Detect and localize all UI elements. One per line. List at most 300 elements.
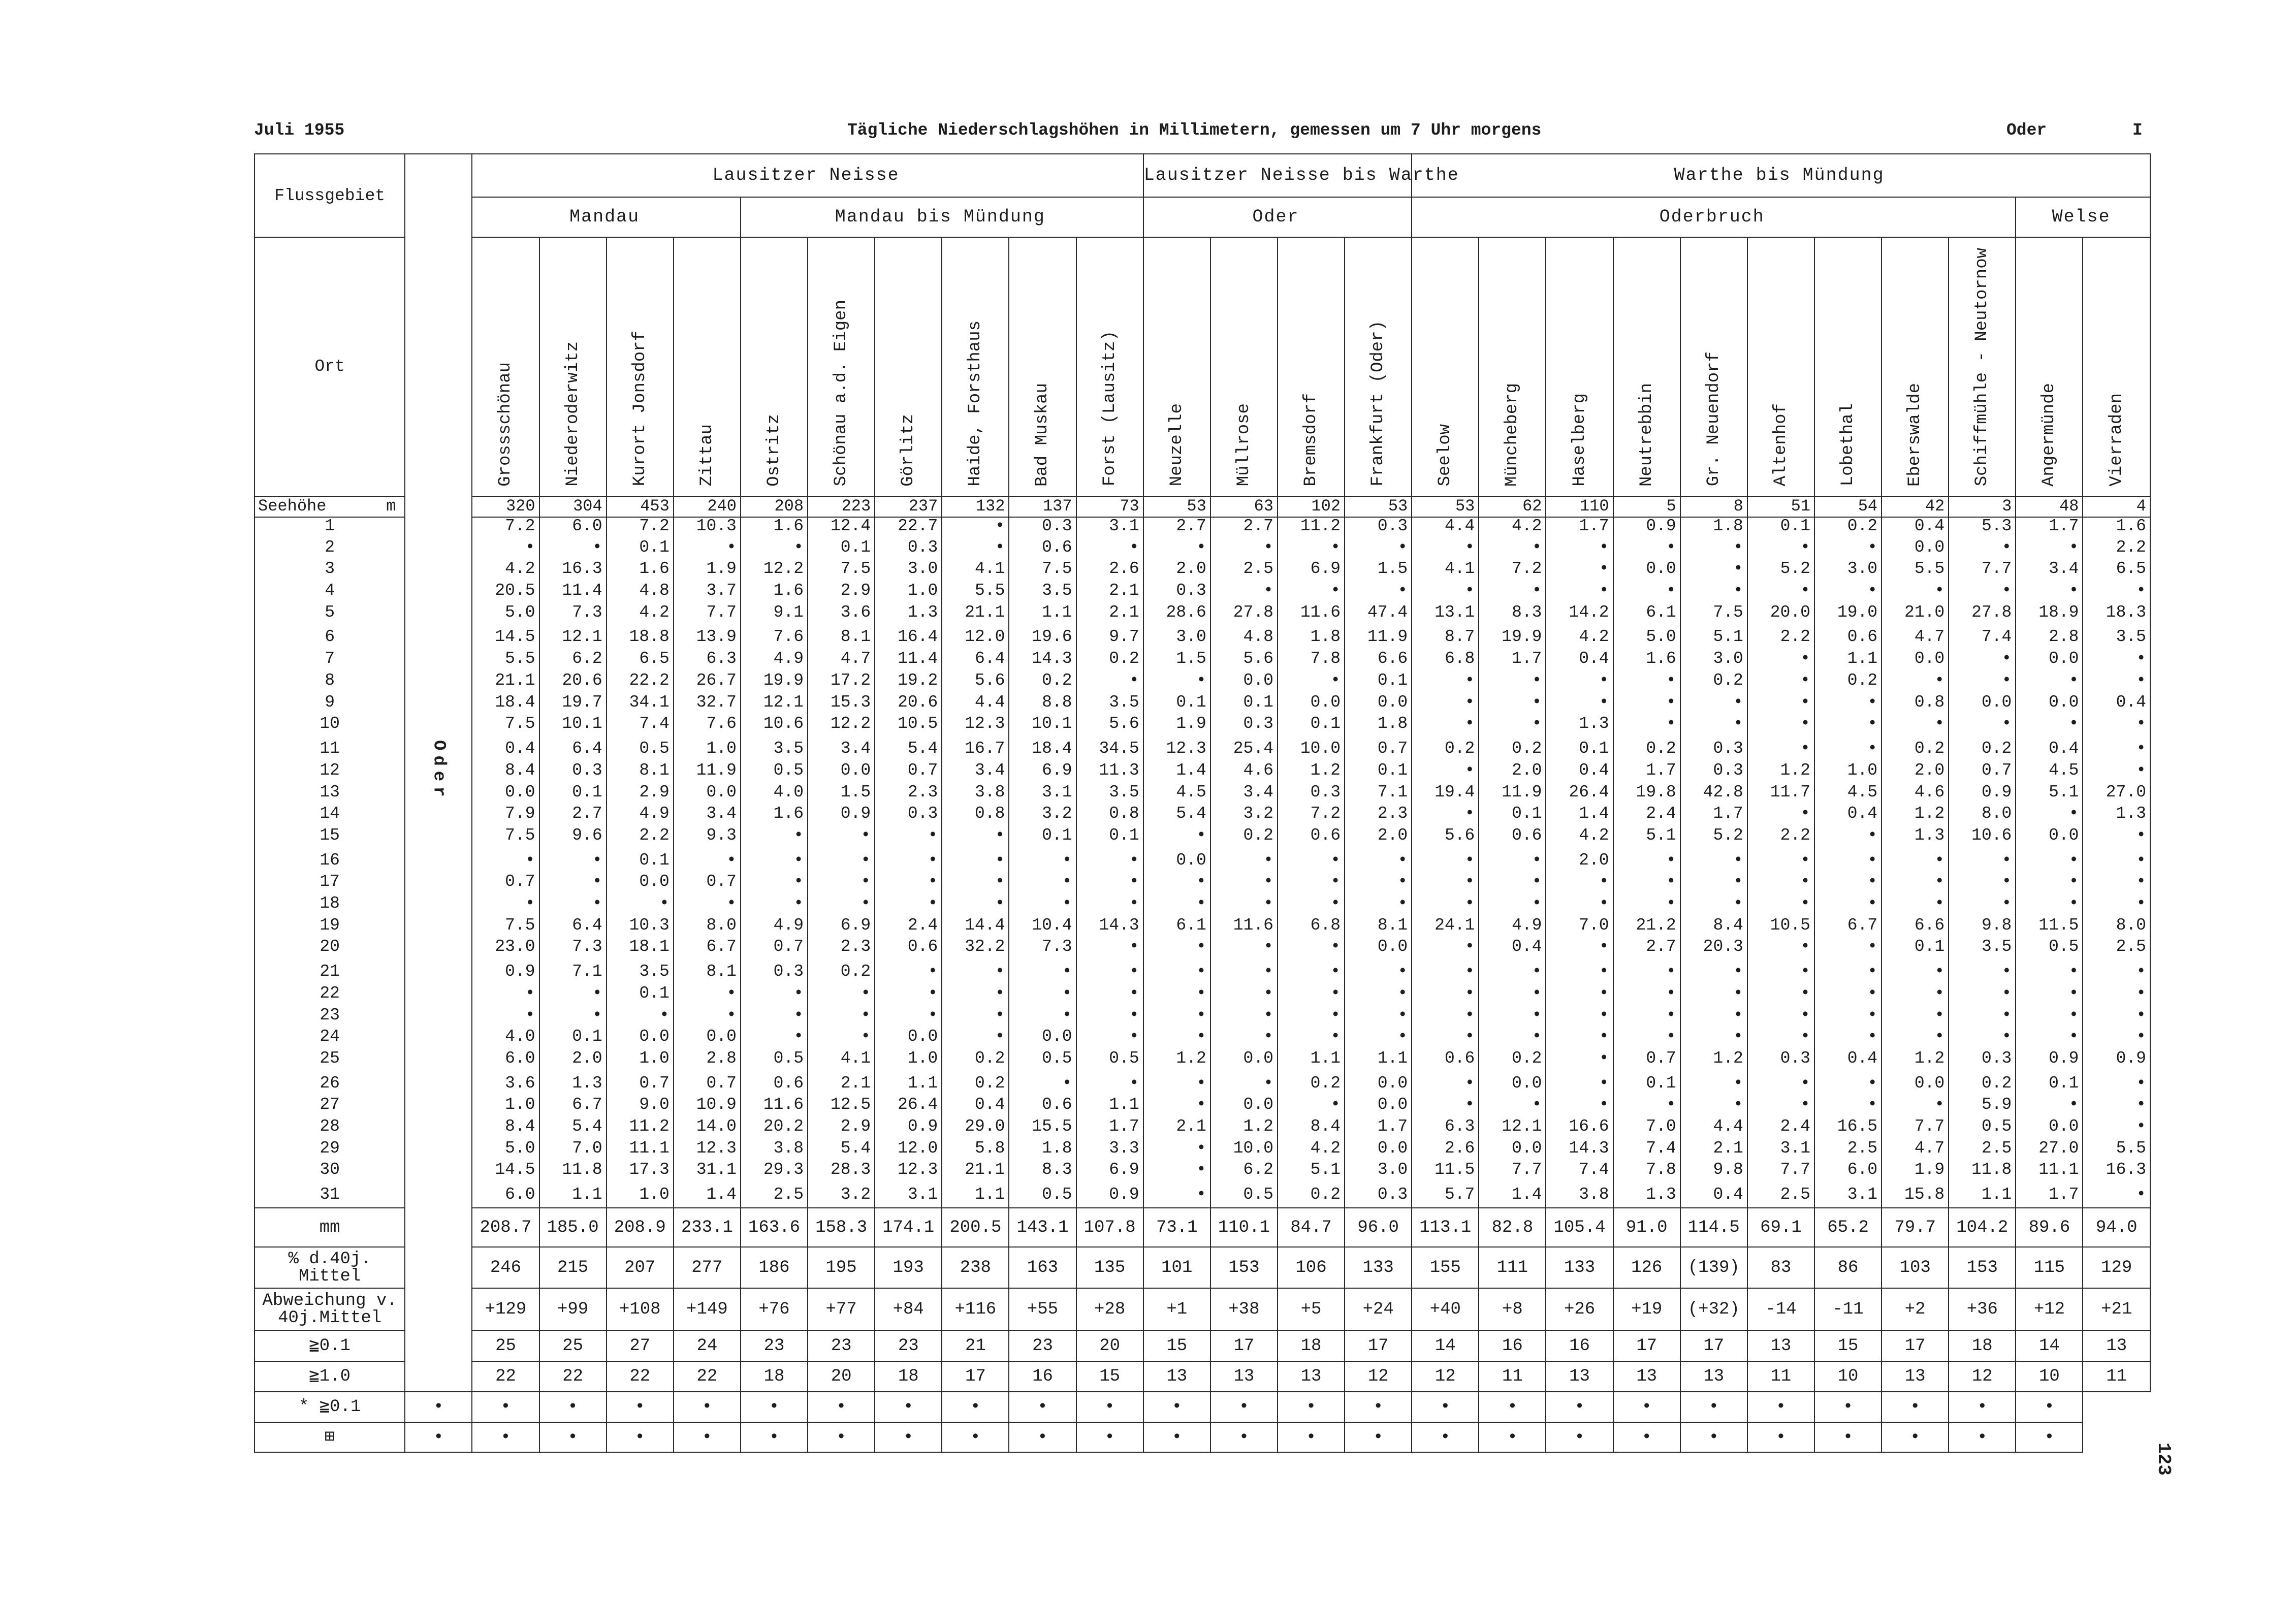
river-label-vertical: Oder xyxy=(429,740,449,802)
summary-value: 195 xyxy=(808,1247,875,1288)
summary-value: • xyxy=(1479,1392,1546,1422)
daily-value: 7.2 xyxy=(1479,560,1546,582)
daily-value: 1.3 xyxy=(875,604,942,626)
daily-value: 3.4 xyxy=(942,762,1009,784)
daily-value: • xyxy=(1882,849,1949,874)
station-name: Bremsdorf xyxy=(1301,393,1321,487)
summary-value: • xyxy=(674,1422,741,1452)
summary-value: 153 xyxy=(1210,1247,1278,1288)
day-row xyxy=(254,560,2150,582)
daily-value: • xyxy=(1882,1096,1949,1118)
daily-value: 0.2 xyxy=(1814,672,1882,694)
day-number: 30 xyxy=(254,1161,405,1183)
station-elevation: 137 xyxy=(1009,496,1076,518)
daily-value: 16.3 xyxy=(539,560,607,582)
daily-value: 1.2 xyxy=(1143,1050,1210,1072)
daily-value: 6.6 xyxy=(1345,650,1412,672)
daily-value: 4.4 xyxy=(1412,517,1479,539)
daily-value: 0.1 xyxy=(2016,1072,2083,1097)
daily-value: • xyxy=(1278,873,1345,895)
daily-value: 5.1 xyxy=(1680,625,1747,650)
daily-value: • xyxy=(1345,582,1412,604)
daily-value: 16.4 xyxy=(875,625,942,650)
summary-value: • xyxy=(1747,1422,1814,1452)
daily-value: • xyxy=(674,1007,741,1029)
daily-value: 13.9 xyxy=(674,625,741,650)
daily-value: 2.5 xyxy=(741,1183,808,1208)
daily-value: • xyxy=(1747,1096,1814,1118)
daily-value: • xyxy=(1143,938,1210,960)
summary-value: -11 xyxy=(1814,1288,1882,1330)
daily-value: 0.4 xyxy=(1814,1050,1882,1072)
daily-value: 1.8 xyxy=(1680,517,1747,539)
summary-value: 101 xyxy=(1143,1247,1210,1288)
daily-value: 1.3 xyxy=(539,1072,607,1097)
summary-value: 22 xyxy=(674,1361,741,1392)
station-name: Müllrose xyxy=(1234,403,1254,487)
summary-value: 10 xyxy=(1814,1361,1882,1392)
day-number: 29 xyxy=(254,1140,405,1162)
daily-value: 0.4 xyxy=(942,1096,1009,1118)
daily-value: 2.9 xyxy=(607,784,674,806)
station-name-cell xyxy=(2016,237,2083,496)
daily-value: 6.5 xyxy=(2083,560,2150,582)
summary-value: • xyxy=(405,1392,472,1422)
daily-value: • xyxy=(1814,715,1882,737)
station-name: Altenhof xyxy=(1771,403,1791,487)
daily-value: • xyxy=(1680,849,1747,874)
station-elevation: 54 xyxy=(1814,496,1882,518)
row-seehoehe xyxy=(254,496,2150,518)
daily-value: • xyxy=(1278,938,1345,960)
daily-value: 3.8 xyxy=(1546,1183,1613,1208)
daily-value: • xyxy=(1680,895,1747,917)
summary-value: 174.1 xyxy=(875,1208,942,1247)
summary-value: • xyxy=(1278,1392,1345,1422)
summary-value: 16 xyxy=(1546,1330,1613,1361)
daily-value: 3.5 xyxy=(741,737,808,762)
daily-value: 0.2 xyxy=(1076,650,1143,672)
daily-value: • xyxy=(741,539,808,561)
daily-value: • xyxy=(741,1007,808,1029)
daily-value: 2.0 xyxy=(1546,849,1613,874)
daily-value: • xyxy=(1680,539,1747,561)
daily-value: 1.8 xyxy=(1009,1140,1076,1162)
daily-value: 6.0 xyxy=(1814,1161,1882,1183)
daily-value: • xyxy=(472,539,539,561)
daily-value: 1.2 xyxy=(1210,1118,1278,1140)
summary-value: 18 xyxy=(875,1361,942,1392)
precipitation-table xyxy=(254,153,2151,1453)
daily-value: • xyxy=(1680,1007,1747,1029)
daily-value: 5.5 xyxy=(472,650,539,672)
summary-value: 96.0 xyxy=(1345,1208,1412,1247)
daily-value: • xyxy=(1345,873,1412,895)
daily-value: 4.2 xyxy=(607,604,674,626)
daily-value: • xyxy=(1814,985,1882,1007)
daily-value: 0.1 xyxy=(1278,715,1345,737)
days-hail-label: ⊞ xyxy=(254,1422,405,1452)
daily-value: 3.8 xyxy=(942,784,1009,806)
daily-value: 6.0 xyxy=(472,1050,539,1072)
daily-value: • xyxy=(1210,849,1278,874)
summary-value: • xyxy=(1143,1422,1210,1452)
daily-value: 0.4 xyxy=(1479,938,1546,960)
daily-value: 0.2 xyxy=(1412,737,1479,762)
daily-value: 10.1 xyxy=(1009,715,1076,737)
subgroup-mandau: Mandau xyxy=(472,197,741,237)
summary-value: 158.3 xyxy=(808,1208,875,1247)
daily-value: • xyxy=(1680,873,1747,895)
daily-value: 0.2 xyxy=(1009,672,1076,694)
daily-value: 0.0 xyxy=(875,1028,942,1050)
daily-value: • xyxy=(1412,805,1479,827)
daily-value: • xyxy=(1613,849,1680,874)
daily-value: 0.0 xyxy=(674,1028,741,1050)
station-elevation: 53 xyxy=(1143,496,1210,518)
summary-value: 82.8 xyxy=(1479,1208,1546,1247)
daily-value: 16.7 xyxy=(942,737,1009,762)
daily-value: 7.9 xyxy=(472,805,539,827)
daily-value: 1.0 xyxy=(607,1050,674,1072)
summary-value: 193 xyxy=(875,1247,942,1288)
daily-value: 3.2 xyxy=(1009,805,1076,827)
summary-value: +19 xyxy=(1613,1288,1680,1330)
daily-value: 0.9 xyxy=(2083,1050,2150,1072)
summary-value: 12 xyxy=(1412,1361,1479,1392)
daily-value: 1.2 xyxy=(1747,762,1814,784)
summary-value: • xyxy=(808,1422,875,1452)
daily-value: • xyxy=(1143,1161,1210,1183)
daily-value: • xyxy=(1345,539,1412,561)
daily-value: 3.5 xyxy=(1949,938,2016,960)
daily-value: • xyxy=(2083,849,2150,874)
daily-value: 4.7 xyxy=(1882,1140,1949,1162)
daily-value: 4.2 xyxy=(1278,1140,1345,1162)
daily-value: 18.4 xyxy=(1009,737,1076,762)
daily-value: • xyxy=(1412,762,1479,784)
summary-value: • xyxy=(875,1392,942,1422)
day-row xyxy=(254,1161,2150,1183)
daily-value: 5.8 xyxy=(942,1140,1009,1162)
daily-value: 9.8 xyxy=(1680,1161,1747,1183)
daily-value: 11.6 xyxy=(1210,917,1278,939)
daily-value: 8.8 xyxy=(1009,694,1076,716)
station-name: Görlitz xyxy=(899,413,918,487)
daily-value: • xyxy=(1076,873,1143,895)
daily-value: • xyxy=(1546,672,1613,694)
daily-value: 14.4 xyxy=(942,917,1009,939)
summary-value: 13 xyxy=(1613,1361,1680,1392)
daily-value: 5.3 xyxy=(1949,517,2016,539)
station-elevation: 4 xyxy=(2083,496,2150,518)
daily-value: • xyxy=(1949,650,2016,672)
summary-value: 113.1 xyxy=(1412,1208,1479,1247)
daily-value: • xyxy=(1546,960,1613,985)
daily-value: 2.5 xyxy=(1949,1140,2016,1162)
daily-value: • xyxy=(2083,672,2150,694)
summary-value: • xyxy=(875,1422,942,1452)
daily-value: 1.6 xyxy=(741,582,808,604)
daily-value: • xyxy=(1278,1007,1345,1029)
monatssumme-mm: mm xyxy=(254,1208,405,1247)
daily-value: 18.9 xyxy=(2016,604,2083,626)
summary-value: 18 xyxy=(1278,1330,1345,1361)
daily-value: • xyxy=(875,1007,942,1029)
group-lausitzer-neisse-bis-warthe: Lausitzer Neisse bis Warthe xyxy=(1143,154,1412,197)
station-elevation: 53 xyxy=(1345,496,1412,518)
daily-value: • xyxy=(1613,672,1680,694)
daily-value: • xyxy=(1210,582,1278,604)
seehoehe-label-cell xyxy=(254,496,405,518)
days-ge01-label: ≧0.1 xyxy=(254,1330,405,1361)
daily-value: 0.7 xyxy=(1949,762,2016,784)
daily-value: 4.4 xyxy=(1680,1118,1747,1140)
daily-value: • xyxy=(1747,694,1814,716)
daily-value: 9.8 xyxy=(1949,917,2016,939)
daily-value: • xyxy=(1412,849,1479,874)
daily-value: 5.4 xyxy=(1143,805,1210,827)
daily-value: 18.4 xyxy=(472,694,539,716)
summary-value: 91.0 xyxy=(1613,1208,1680,1247)
daily-value: • xyxy=(942,873,1009,895)
summary-value: • xyxy=(1680,1422,1747,1452)
daily-value: • xyxy=(2016,985,2083,1007)
summary-value: • xyxy=(539,1422,607,1452)
daily-value: 12.3 xyxy=(942,715,1009,737)
daily-value: • xyxy=(1412,985,1479,1007)
summary-value: +99 xyxy=(539,1288,607,1330)
daily-value: 1.8 xyxy=(1278,625,1345,650)
daily-value: 0.0 xyxy=(1882,1072,1949,1097)
summary-value: 13 xyxy=(1278,1361,1345,1392)
daily-value: • xyxy=(1278,672,1345,694)
summary-value: 21 xyxy=(942,1330,1009,1361)
daily-value: • xyxy=(539,539,607,561)
daily-value: 2.2 xyxy=(607,827,674,849)
daily-value: 0.0 xyxy=(1882,650,1949,672)
summary-value: 17 xyxy=(1345,1330,1412,1361)
daily-value: 42.8 xyxy=(1680,784,1747,806)
daily-value: 4.9 xyxy=(607,805,674,827)
daily-value: 19.8 xyxy=(1613,784,1680,806)
daily-value: 7.6 xyxy=(741,625,808,650)
daily-value: 1.4 xyxy=(1143,762,1210,784)
daily-value: 0.4 xyxy=(1546,650,1613,672)
daily-value: 0.2 xyxy=(942,1050,1009,1072)
station-elevation: 453 xyxy=(607,496,674,518)
summary-value: • xyxy=(1210,1392,1278,1422)
daily-value: 7.2 xyxy=(1278,805,1345,827)
row-monthly-sum xyxy=(254,1208,2150,1247)
daily-value: • xyxy=(942,895,1009,917)
daily-value: 0.4 xyxy=(2016,737,2083,762)
daily-value: 3.6 xyxy=(472,1072,539,1097)
daily-value: • xyxy=(1680,1072,1747,1097)
daily-value: • xyxy=(2016,873,2083,895)
daily-value: • xyxy=(2083,1096,2150,1118)
daily-value: 2.4 xyxy=(875,917,942,939)
summary-value: 208.9 xyxy=(607,1208,674,1247)
station-elevation: 304 xyxy=(539,496,607,518)
daily-value: 0.2 xyxy=(1949,737,2016,762)
day-number: 27 xyxy=(254,1096,405,1118)
row-percent-mean xyxy=(254,1247,2150,1288)
daily-value: • xyxy=(1412,539,1479,561)
daily-value: 6.4 xyxy=(942,650,1009,672)
daily-value: 2.5 xyxy=(1747,1183,1814,1208)
daily-value: 0.1 xyxy=(1613,1072,1680,1097)
daily-value: 7.8 xyxy=(1278,650,1345,672)
day-row xyxy=(254,672,2150,694)
summary-value: • xyxy=(2016,1422,2083,1452)
daily-value: 20.6 xyxy=(539,672,607,694)
daily-value: 14.2 xyxy=(1546,604,1613,626)
daily-value: 29.3 xyxy=(741,1161,808,1183)
summary-value: 13 xyxy=(1680,1361,1747,1392)
daily-value: 8.4 xyxy=(472,762,539,784)
daily-value: • xyxy=(1412,582,1479,604)
daily-value: 14.0 xyxy=(674,1118,741,1140)
daily-value: 6.3 xyxy=(1412,1118,1479,1140)
daily-value: • xyxy=(1009,849,1076,874)
summary-value: • xyxy=(1076,1422,1143,1452)
summary-value: +116 xyxy=(942,1288,1009,1330)
summary-value: 22 xyxy=(539,1361,607,1392)
precipitation-table-body xyxy=(254,154,2150,1452)
station-name: Niederoderwitz xyxy=(563,341,583,487)
daily-value: 0.3 xyxy=(1680,762,1747,784)
daily-value: 2.6 xyxy=(1076,560,1143,582)
daily-value: 1.5 xyxy=(1345,560,1412,582)
daily-value: • xyxy=(1412,1096,1479,1118)
daily-value: 21.1 xyxy=(942,1161,1009,1183)
daily-value: • xyxy=(1143,1028,1210,1050)
daily-value: 6.5 xyxy=(607,650,674,672)
daily-value: 5.1 xyxy=(1278,1161,1345,1183)
daily-value: • xyxy=(1949,539,2016,561)
daily-value: • xyxy=(2016,539,2083,561)
daily-value: 6.3 xyxy=(674,650,741,672)
summary-value: • xyxy=(1546,1422,1613,1452)
days-snow-label: * ≧0.1 xyxy=(254,1392,405,1422)
daily-value: 6.1 xyxy=(1143,917,1210,939)
daily-value: • xyxy=(472,985,539,1007)
day-number: 12 xyxy=(254,762,405,784)
summary-value: • xyxy=(1076,1392,1143,1422)
daily-value: 7.4 xyxy=(607,715,674,737)
daily-value: 20.3 xyxy=(1680,938,1747,960)
daily-value: 0.6 xyxy=(1412,1050,1479,1072)
daily-value: 12.1 xyxy=(1479,1118,1546,1140)
daily-value: • xyxy=(1412,1028,1479,1050)
summary-value: 107.8 xyxy=(1076,1208,1143,1247)
daily-value: 1.7 xyxy=(1479,650,1546,672)
daily-value: 0.3 xyxy=(1278,784,1345,806)
daily-value: • xyxy=(1210,895,1278,917)
summary-value: +12 xyxy=(2016,1288,2083,1330)
daily-value: • xyxy=(942,1007,1009,1029)
summary-value: • xyxy=(1009,1422,1076,1452)
daily-value: • xyxy=(2083,895,2150,917)
station-name-cell xyxy=(1143,237,1210,496)
station-name-cell xyxy=(1613,237,1680,496)
daily-value: • xyxy=(1546,1072,1613,1097)
daily-value: 0.3 xyxy=(1680,737,1747,762)
daily-value: 0.3 xyxy=(1345,517,1412,539)
flussgebiet-label: Flussgebiet xyxy=(254,154,405,237)
daily-value: 11.4 xyxy=(875,650,942,672)
daily-value: 0.4 xyxy=(1680,1183,1747,1208)
daily-value: 0.0 xyxy=(1882,539,1949,561)
daily-value: 0.1 xyxy=(808,539,875,561)
daily-value: • xyxy=(1882,715,1949,737)
daily-value: 21.0 xyxy=(1882,604,1949,626)
daily-value: 6.9 xyxy=(1278,560,1345,582)
daily-value: 0.1 xyxy=(607,849,674,874)
daily-value: • xyxy=(1814,582,1882,604)
daily-value: 31.1 xyxy=(674,1161,741,1183)
daily-value: • xyxy=(1747,960,1814,985)
day-row xyxy=(254,1007,2150,1029)
summary-value: 15 xyxy=(1076,1361,1143,1392)
daily-value: • xyxy=(1479,715,1546,737)
summary-value: +40 xyxy=(1412,1288,1479,1330)
daily-value: • xyxy=(674,895,741,917)
daily-value: • xyxy=(741,985,808,1007)
daily-value: • xyxy=(741,895,808,917)
daily-value: • xyxy=(2083,582,2150,604)
daily-value: • xyxy=(1143,672,1210,694)
station-elevation: 237 xyxy=(875,496,942,518)
daily-value: • xyxy=(1814,938,1882,960)
row-days-ge10 xyxy=(254,1361,2150,1392)
page-number: 123 xyxy=(2153,1443,2174,1476)
daily-value: 0.2 xyxy=(1882,737,1949,762)
daily-value: • xyxy=(1210,1007,1278,1029)
daily-value: • xyxy=(1278,960,1345,985)
daily-value: 27.8 xyxy=(1210,604,1278,626)
daily-value: • xyxy=(1613,539,1680,561)
station-elevation: 110 xyxy=(1546,496,1613,518)
station-name-cell xyxy=(2083,237,2150,496)
days-ge10-label: ≧1.0 xyxy=(254,1361,405,1392)
daily-value: 21.2 xyxy=(1613,917,1680,939)
daily-value: 3.5 xyxy=(1076,784,1143,806)
deviation-label: Abweichung v. 40j.Mittel xyxy=(254,1288,405,1330)
day-number: 25 xyxy=(254,1050,405,1072)
day-row xyxy=(254,694,2150,716)
daily-value: • xyxy=(1680,985,1747,1007)
daily-value: 22.7 xyxy=(875,517,942,539)
summary-value: 17 xyxy=(1210,1330,1278,1361)
daily-value: 12.3 xyxy=(1143,737,1210,762)
daily-value: 0.3 xyxy=(1210,715,1278,737)
daily-value: • xyxy=(1546,938,1613,960)
daily-value: 5.9 xyxy=(1949,1096,2016,1118)
daily-value: • xyxy=(1009,873,1076,895)
daily-value: 1.1 xyxy=(1076,1096,1143,1118)
daily-value: 5.2 xyxy=(1680,827,1747,849)
daily-value: 4.7 xyxy=(808,650,875,672)
daily-value: • xyxy=(2083,1183,2150,1208)
summary-value: 185.0 xyxy=(539,1208,607,1247)
daily-value: 10.3 xyxy=(674,517,741,539)
summary-value: +1 xyxy=(1143,1288,1210,1330)
summary-value: • xyxy=(1680,1392,1747,1422)
daily-value: • xyxy=(808,1028,875,1050)
summary-value: 207 xyxy=(607,1247,674,1288)
